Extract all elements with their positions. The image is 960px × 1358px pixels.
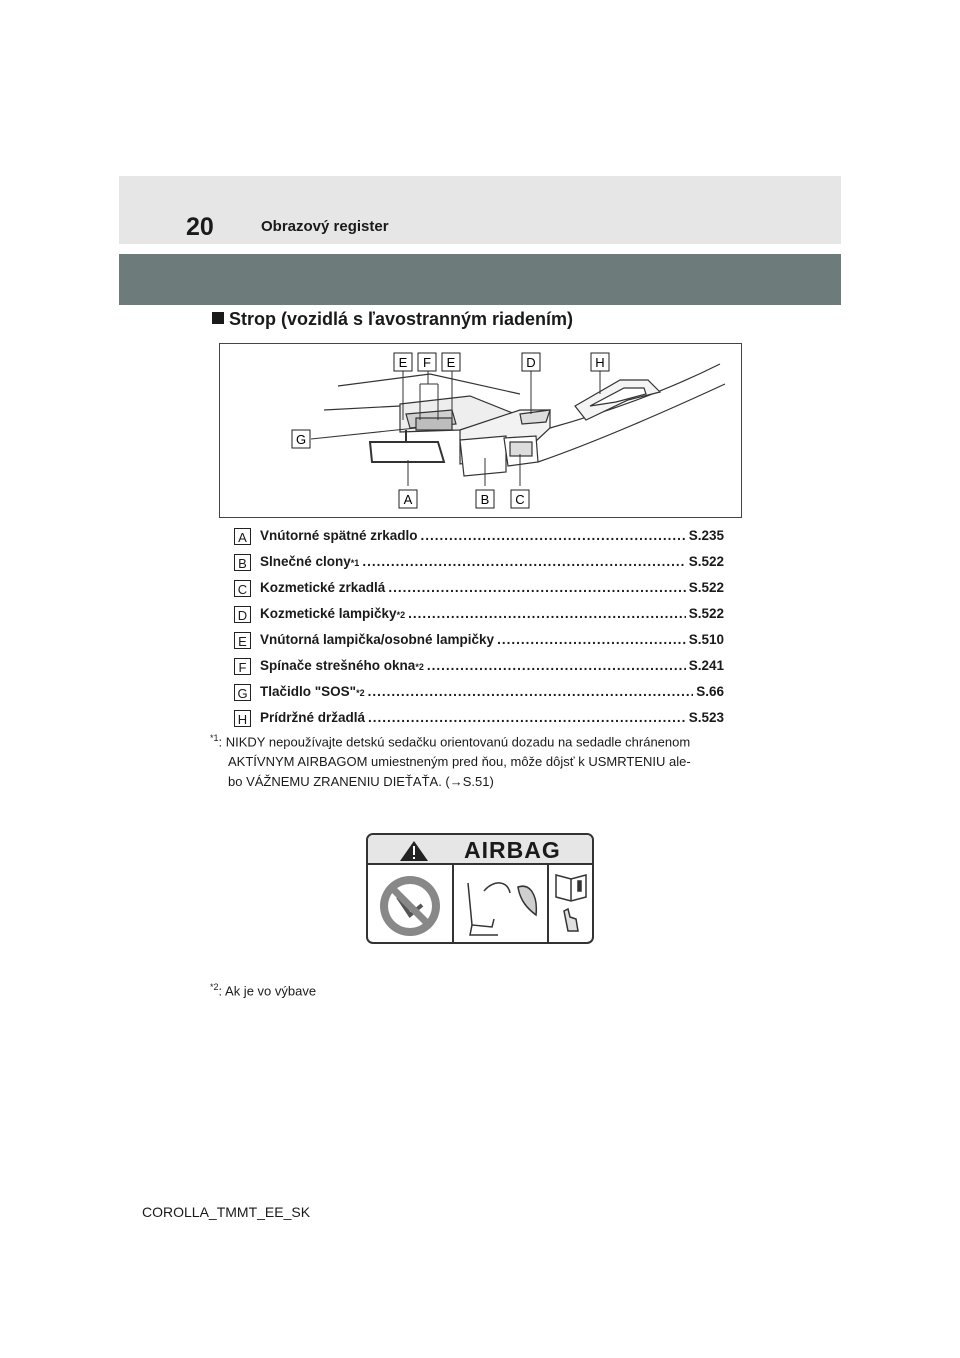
- legend-item: [234, 525, 724, 551]
- svg-text:C: C: [515, 492, 525, 507]
- ceiling-illustration: [220, 344, 741, 517]
- footnote-marker: *2: [210, 982, 219, 992]
- svg-text:E: E: [398, 355, 408, 370]
- legend-page-ref: S.522: [688, 580, 724, 595]
- legend-letter: H: [234, 710, 251, 727]
- legend-item: [234, 603, 724, 629]
- footnote-line: : NIKDY nepoužívajte detskú sedačku orientovanú dozadu na sedadle chránenom: [218, 734, 691, 750]
- section-heading-text: Strop (vozidlá s ľavostranným riadením): [229, 309, 574, 329]
- footnote-1: [210, 728, 760, 792]
- footnote-2: [210, 977, 316, 1001]
- legend-item: [234, 551, 724, 577]
- footer-code: COROLLA_TMMT_EE_SK: [142, 1204, 311, 1220]
- legend-letter: E: [234, 632, 251, 649]
- legend-item: [234, 629, 724, 655]
- legend-page-ref: S.510: [688, 632, 724, 647]
- svg-text:A: A: [403, 492, 413, 507]
- legend-page-ref: S.241: [688, 658, 724, 673]
- legend-letter: G: [234, 684, 251, 701]
- legend-item: [234, 577, 724, 603]
- leader-dots: [497, 632, 686, 647]
- header-bar: [119, 176, 841, 244]
- ceiling-diagram: [219, 343, 742, 518]
- callout-g: [292, 430, 310, 448]
- page-number: 20: [186, 213, 214, 241]
- legend-label: Kozmetické lampičky: [260, 606, 397, 621]
- legend-label: Tlačidlo "SOS": [260, 684, 357, 699]
- callout-a: [399, 490, 417, 508]
- legend-sup: *2: [415, 662, 424, 672]
- header-title: Obrazový register: [261, 218, 389, 235]
- legend-page-ref: S.66: [696, 684, 724, 699]
- svg-text:G: G: [295, 432, 307, 447]
- legend-letter: D: [234, 606, 251, 623]
- leader-dots: [368, 684, 694, 699]
- callout-c: [511, 490, 529, 508]
- footnote-line: bo VÁŽNEMU ZRANENIU DIEŤAŤA. (→S.51): [228, 774, 494, 790]
- airbag-deploy-icon: [468, 883, 536, 935]
- legend-label: Spínače strešného okna: [260, 658, 416, 673]
- airbag-pictograms: [368, 835, 594, 944]
- svg-text:B: B: [480, 492, 490, 507]
- legend-letter: A: [234, 528, 251, 545]
- legend-label: Kozmetické zrkadlá: [260, 580, 386, 595]
- callout-e-right: [442, 353, 460, 371]
- leader-dots: [362, 554, 685, 569]
- footnote-marker: *1: [210, 733, 219, 743]
- legend-sup: *2: [396, 610, 406, 620]
- footnote-text: : Ak je vo výbave: [218, 983, 317, 999]
- legend-label: Slnečné clony: [260, 554, 351, 569]
- leader-dots: [408, 606, 686, 621]
- no-child-seat-icon: [380, 876, 440, 936]
- callout-d: [522, 353, 540, 371]
- svg-text:F: F: [423, 355, 431, 370]
- legend-label: Vnútorné spätné zrkadlo: [260, 528, 418, 543]
- legend-list: [234, 525, 724, 733]
- airbag-label-title: AIRBAG: [464, 837, 561, 863]
- square-bullet-icon: [212, 312, 224, 324]
- legend-page-ref: S.522: [688, 606, 724, 621]
- airbag-warning-label: [366, 833, 594, 944]
- leader-dots: [421, 528, 686, 543]
- legend-sup: *1: [350, 558, 360, 568]
- section-band: [119, 254, 841, 305]
- legend-label: Vnútorná lampička/osobné lampičky: [260, 632, 495, 647]
- legend-page-ref: S.523: [688, 710, 724, 725]
- callout-b: [476, 490, 494, 508]
- svg-text:D: D: [526, 355, 536, 370]
- svg-text:H: H: [595, 355, 605, 370]
- legend-item: [234, 655, 724, 681]
- manual-book-icon: [556, 875, 586, 931]
- leader-dots: [388, 580, 685, 595]
- callout-f: [418, 353, 436, 371]
- legend-page-ref: S.235: [688, 528, 724, 543]
- legend-letter: C: [234, 580, 251, 597]
- leader-dots: [427, 658, 686, 673]
- svg-text:E: E: [446, 355, 456, 370]
- section-heading: [212, 309, 573, 330]
- legend-page-ref: S.522: [688, 554, 724, 569]
- leader-dots: [368, 710, 686, 725]
- legend-letter: F: [234, 658, 251, 675]
- legend-sup: *2: [356, 688, 365, 698]
- callout-e-left: [394, 353, 412, 371]
- footnote-line: AKTÍVNYM AIRBAGOM umiestneným pred ňou, môže dôjsť k USMRTENIU ale-: [228, 754, 691, 770]
- legend-label: Prídržné držadlá: [260, 710, 366, 725]
- callout-h: [591, 353, 609, 371]
- legend-item: [234, 681, 724, 707]
- warning-triangle-icon: [400, 841, 428, 861]
- legend-letter: B: [234, 554, 251, 571]
